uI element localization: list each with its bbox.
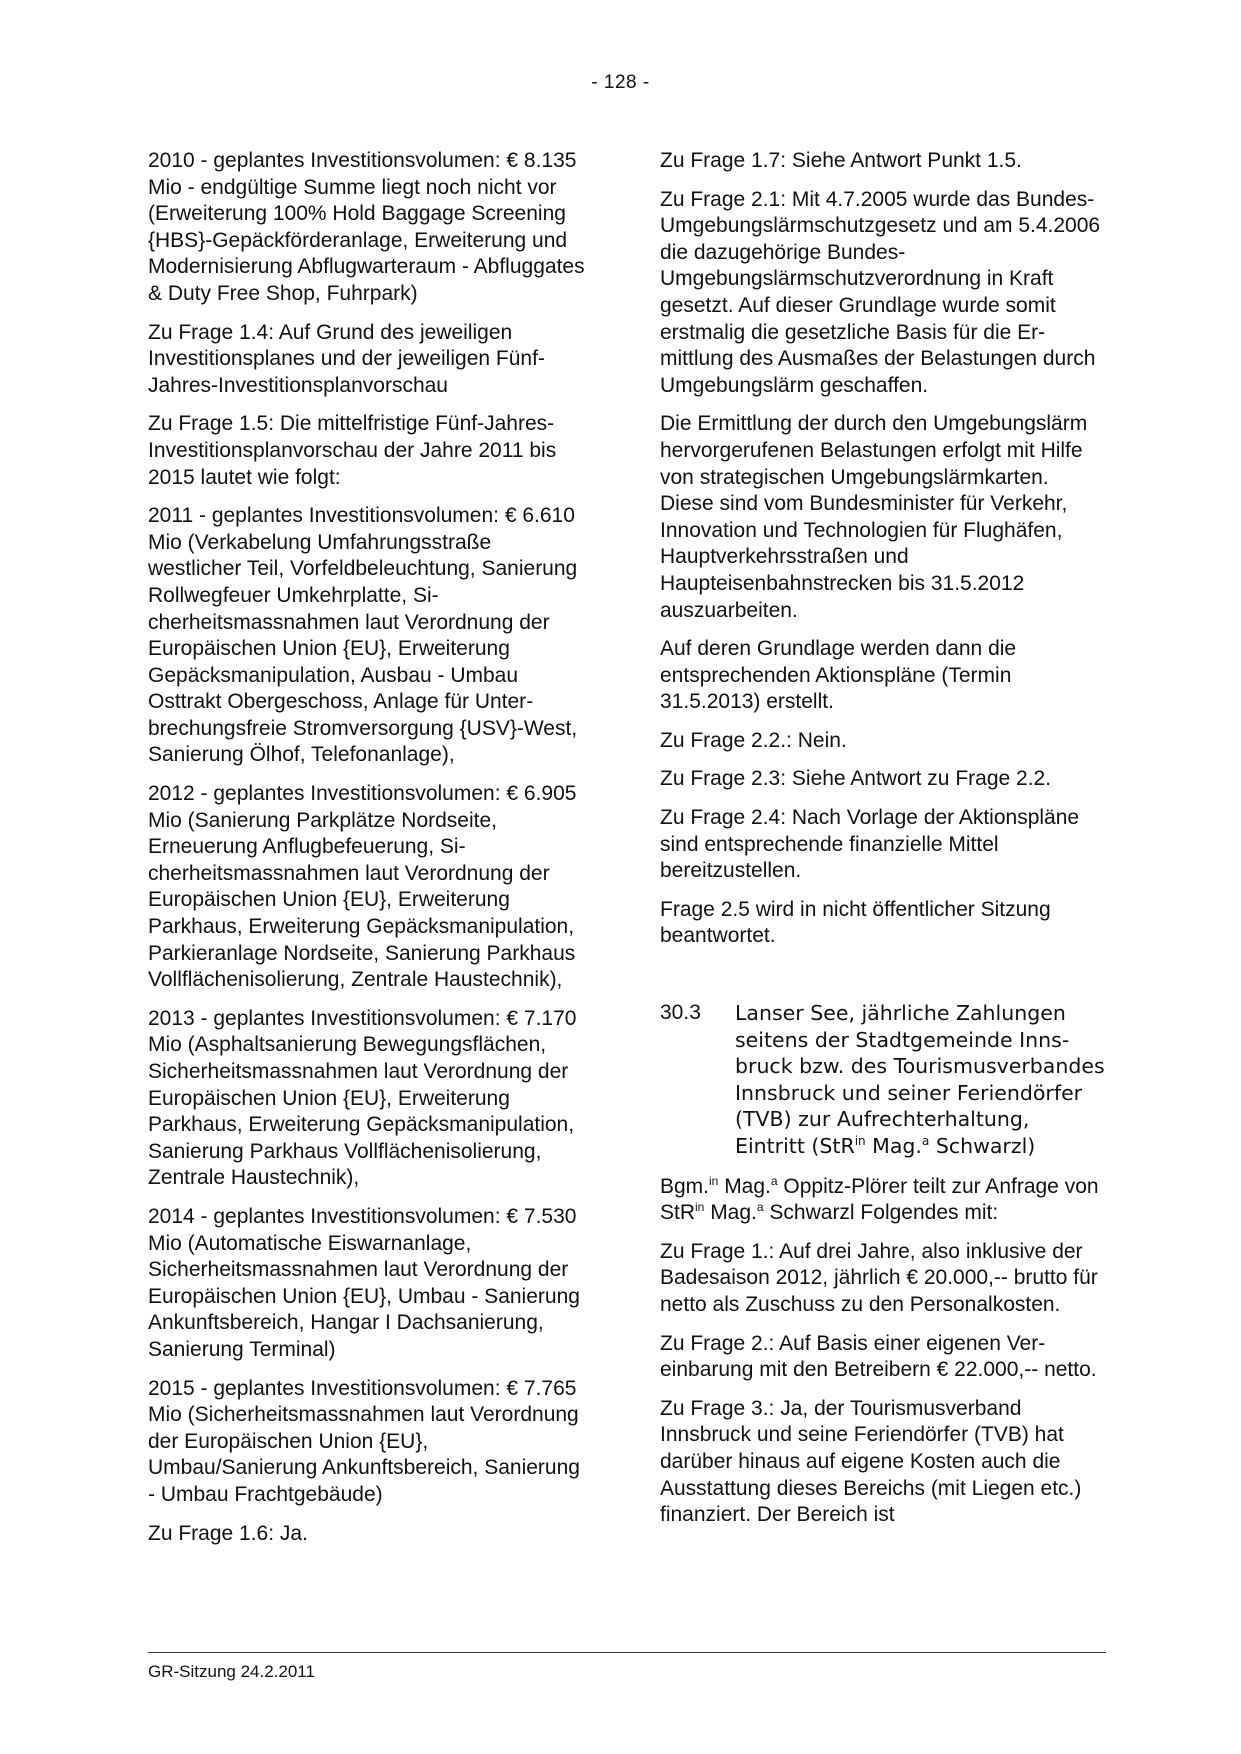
paragraph: Zu Frage 1.7: Siehe Antwort Punkt 1.5.	[660, 149, 1022, 172]
paragraph: Zu Frage 2.4: Nach Vorlage der Aktionspläne sind entsprechende finanzielle Mittel bereitzustellen.	[660, 806, 1080, 883]
paragraph: Auf deren Grundlage werden dann die entsprechenden Aktionspläne (Termin 31.5.2013) erstellt.	[660, 637, 1017, 714]
agenda-item-number: 30.3	[660, 1001, 701, 1025]
footer-divider	[148, 1652, 1106, 1653]
footer: GR-Sitzung 24.2.2011	[148, 1662, 315, 1681]
page-number: - 128 -	[591, 72, 650, 93]
paragraph: Zu Frage 2.3: Siehe Antwort zu Frage 2.2.	[660, 767, 1052, 791]
paragraph: 2015 - geplantes Investitionsvolumen: € 7.765 Mio (Sicherheitsmassnahmen laut Verordnung der Europäischen Union {EU}, Umbau/Sanierung Ankunftsbereich, Sanierung - Umbau Frachtgebäude)	[148, 1376, 580, 1506]
right-column	[660, 148, 1105, 1541]
agenda-item	[660, 1000, 1105, 1160]
left-column	[148, 148, 588, 1559]
paragraph: Zu Frage 2.2.: Nein.	[660, 728, 847, 752]
paragraph: Frage 2.5 wird in nicht öffentlicher Sitzung beantwortet.	[660, 897, 1051, 948]
agenda-item-title: Lanser See, jährliche Zahlungen seitens der Stadtgemeinde Innsbruck bzw. des Tourismusverbandes Innsbruck und seiner Feriendörfer (TVB) zur Aufrechterhaltung, Eintritt (StR$^{in}$ Mag.$^a$ Schwarzl)	[735, 1001, 1105, 1158]
paragraph: 2012 - geplantes Investitionsvolumen: € 6.905 Mio (Sanierung Parkplätze Nordseite, Erneuerung Anflugbefeuerung, Sicherheitsmassnahmen laut Verordnung der Europäischen Union {EU}, Erweiterung Parkhaus, Erweiterung Gepäcksmanipulation, Parkieranlage Nordseite, Sanierung Parkhaus Vollflächenisolierung, Zentrale Haustechnik),	[148, 782, 577, 992]
paragraph: Zu Frage 2.: Auf Basis einer eigenen Vereinbarung mit den Betreibern € 22.000,-- netto.	[660, 1331, 1097, 1382]
paragraph: Zu Frage 1.5: Die mittelfristige Fünf-Jahres-Investitionsplanvorschau der Jahre 2011 bis 2015 lautet wie folgt:	[148, 412, 557, 489]
paragraph: 2013 - geplantes Investitionsvolumen: € 7.170 Mio (Asphaltsanierung Bewegungsflächen, Sicherheitsmassnahmen laut Verordnung der Europäischen Union {EU}, Erweiterung Parkhaus, Erweiterung Gepäcksmanipulation, Sanierung Parkhaus Vollflächenisolierung, Zentrale Haustechnik),	[148, 1006, 577, 1190]
paragraph: 2010 - geplantes Investitionsvolumen: € 8.135 Mio - endgültige Summe liegt noch nicht vor (Erweiterung 100% Hold Baggage Screening {HBS}-Gepäckförderanlage, Erweiterung und Modernisierung Abflugwarteraum - Abfluggates & Duty Free Shop, Fuhrpark)	[148, 149, 585, 305]
paragraph: 2011 - geplantes Investitionsvolumen: € 6.610 Mio (Verkabelung Umfahrungsstraße westlicher Teil, Vorfeldbeleuchtung, Sanierung Rollwegfeuer Umkehrplatte, Sicherheitsmassnahmen laut Verordnung der Europäischen Union {EU}, Erweiterung Gepäcksmanipulation, Ausbau - Umbau Osttrakt Obergeschoss, Anlage für Unterbrechungsfreie Stromversorgung {USV}-West, Sanierung Ölhof, Telefonanlage),	[148, 504, 578, 767]
paragraph: Zu Frage 2.1: Mit 4.7.2005 wurde das Bundes-Umgebungslärmschutzgesetz und am 5.4.2006 die dazugehörige Bundes-Umgebungslärmschutzverordnung in Kraft gesetzt. Auf dieser Grundlage wurde somit erstmalig die gesetzliche Basis für die Ermittlung des Ausmaßes der Belastungen durch Umgebungslärm geschaffen.	[660, 187, 1101, 397]
intro-paragraph: Bgm.$^{in}$ Mag.$^a$ Oppitz-Plörer teilt zur Anfrage von StR$^{in}$ Mag.$^a$ Schwarzl Folgendes mit:	[660, 1173, 1099, 1225]
paragraph: Zu Frage 3.: Ja, der Tourismusverband Innsbruck und seine Feriendörfer (TVB) hat darüber hinaus auf eigene Kosten auch die Ausstattung dieses Bereichs (mit Liegen etc.) finanziert. Der Bereich ist	[660, 1396, 1082, 1527]
paragraph: Zu Frage 1.: Auf drei Jahre, also inklusive der Badesaison 2012, jährlich € 20.000,-- brutto für netto als Zuschuss zu den Personalkosten.	[660, 1239, 1098, 1316]
paragraph: 2014 - geplantes Investitionsvolumen: € 7.530 Mio (Automatische Eiswarnanlage, Sicherheitsmassnahmen laut Verordnung der Europäischen Union {EU}, Umbau - Sanierung Ankunftsbereich, Hangar I Dachsanierung, Sanierung Terminal)	[148, 1204, 580, 1361]
paragraph: Die Ermittlung der durch den Umgebungslärm hervorgerufenen Belastungen erfolgt mit Hilfe von strategischen Umgebungslärmkarten. Diese sind vom Bundesminister für Verkehr, Innovation und Technologien für Flughäfen, Hauptverkehrsstraßen und Haupteisenbahnstrecken bis 31.5.2012 auszuarbeiten.	[660, 412, 1088, 622]
paragraph: Zu Frage 1.6: Ja.	[148, 1521, 308, 1545]
paragraph: Zu Frage 1.4: Auf Grund des jeweiligen Investitionsplanes und der jeweiligen Fünf-Jahres-Investitionsplanvorschau	[148, 320, 545, 397]
